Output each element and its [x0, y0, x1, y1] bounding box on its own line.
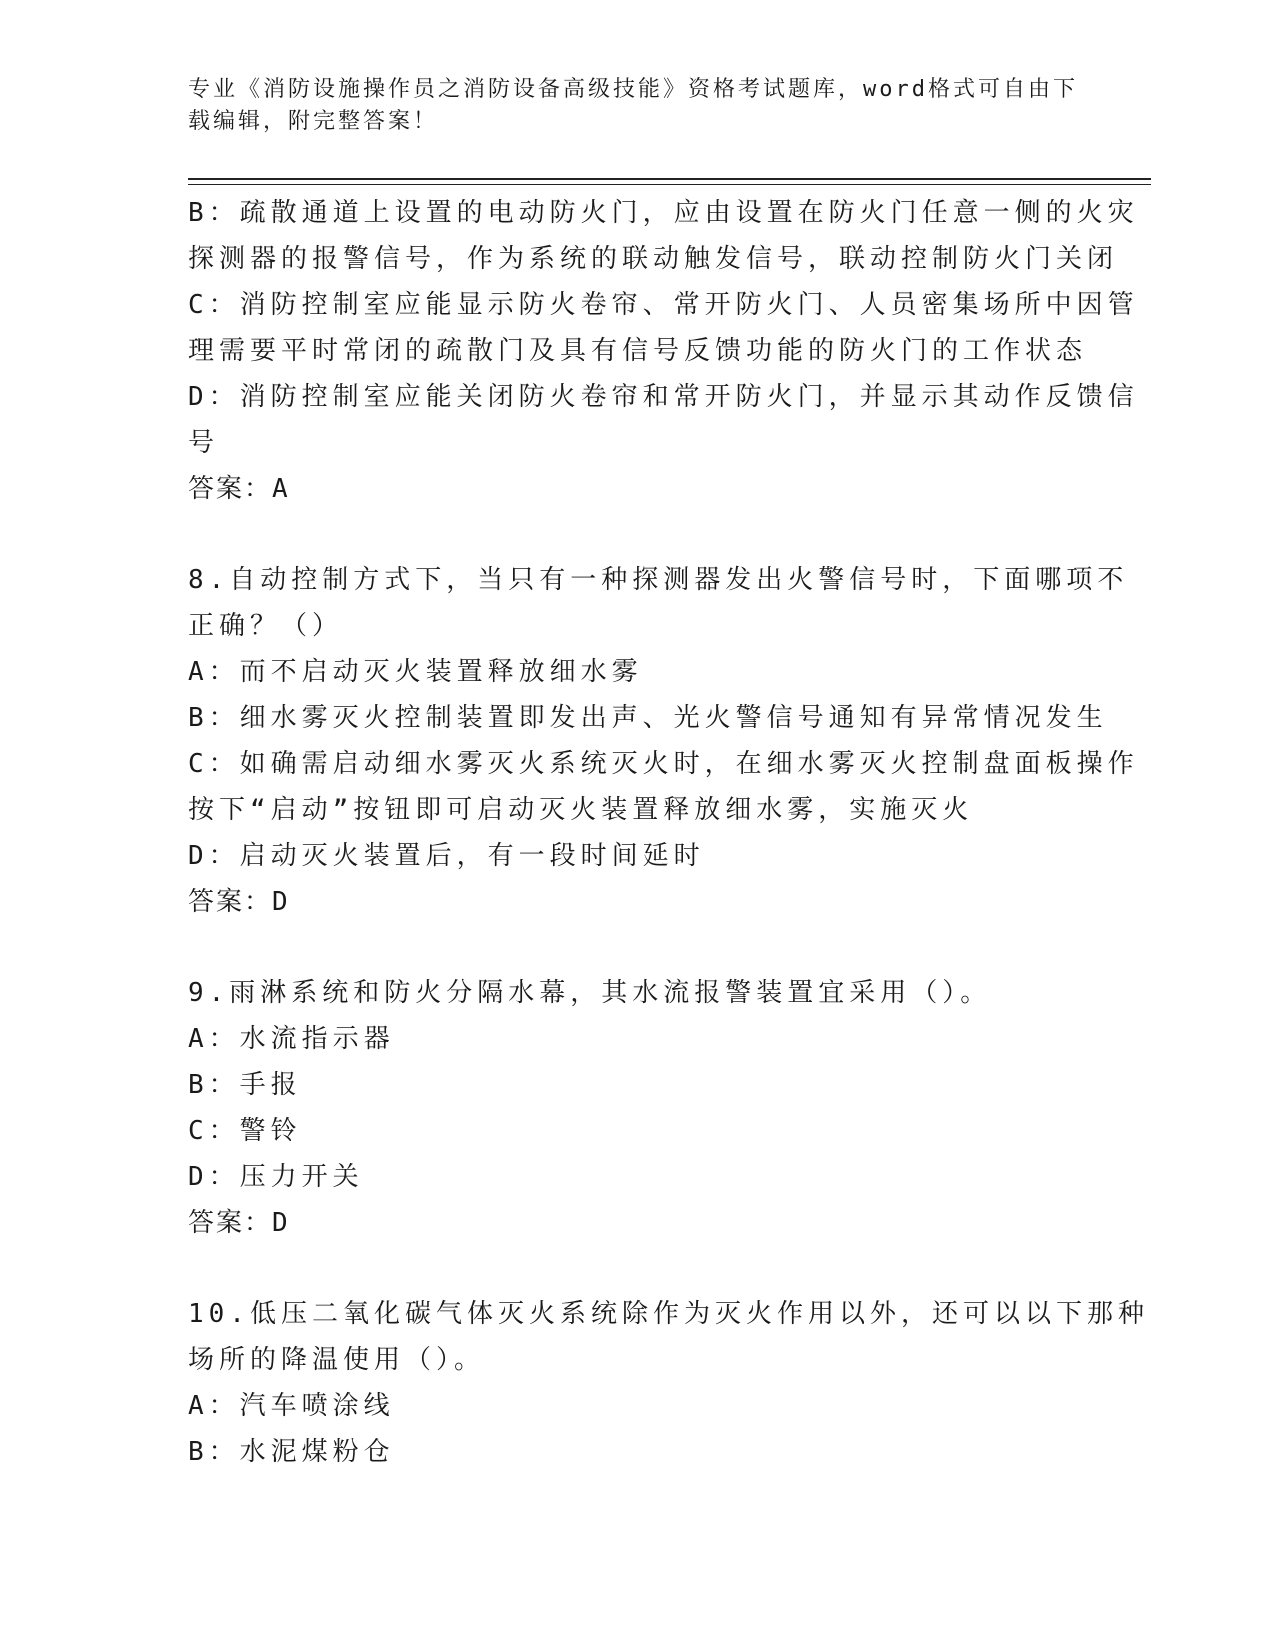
q7-option-b-line-2: 探测器的报警信号，作为系统的联动触发信号，联动控制防火门关闭	[188, 244, 1119, 274]
q7-option-d-line-1: D：消防控制室应能关闭防火卷帘和常开防火门，并显示其动作反馈信	[188, 382, 1139, 412]
header-rule-thin	[188, 184, 1151, 185]
q9-answer: 答案：D	[188, 1208, 290, 1238]
q9-option-c: C：警铃	[188, 1116, 302, 1146]
q10-option-b: B：水泥煤粉仓	[188, 1437, 395, 1467]
q8-option-c-line-1: C：如确需启动细水雾灭火系统灭火时，在细水雾灭火控制盘面板操作	[188, 749, 1139, 779]
header-rule-thick	[188, 178, 1151, 180]
question-9	[188, 970, 1088, 1246]
page-header	[188, 74, 1078, 138]
spacer	[188, 1246, 1088, 1291]
q8-stem-line-1: 8.自动控制方式下，当只有一种探测器发出火警信号时，下面哪项不	[188, 565, 1129, 595]
q7-option-c-line-1: C：消防控制室应能显示防火卷帘、常开防火门、人员密集场所中因管	[188, 290, 1139, 320]
q8-option-d: D：启动灭火装置后，有一段时间延时	[188, 841, 705, 871]
question-7	[188, 190, 1139, 512]
q9-stem: 9.雨淋系统和防火分隔水幕，其水流报警装置宜采用（）。	[188, 978, 992, 1008]
spacer	[188, 512, 1088, 557]
question-content	[188, 190, 1149, 1475]
q8-stem-line-2: 正确？（）	[188, 611, 344, 641]
q8-option-b: B：细水雾灭火控制装置即发出声、光火警信号通知有异常情况发生	[188, 703, 1108, 733]
q10-option-a: A：汽车喷涂线	[188, 1391, 395, 1421]
spacer	[188, 925, 1088, 970]
q10-stem-line-1: 10.低压二氧化碳气体灭火系统除作为灭火作用以外，还可以以下那种	[188, 1299, 1149, 1329]
question-8	[188, 557, 1139, 925]
q9-option-a: A：水流指示器	[188, 1024, 395, 1054]
header-line-1: 专业《消防设施操作员之消防设备高级技能》资格考试题库，word格式可自由下	[188, 77, 1078, 102]
q8-option-c-line-2: 按下“启动”按钮即可启动灭火装置释放细水雾，实施灭火	[188, 795, 974, 825]
header-line-2: 载编辑，附完整答案！	[188, 109, 439, 134]
q7-option-d-line-2: 号	[188, 428, 220, 458]
q7-option-b-line-1: B：疏散通道上设置的电动防火门，应由设置在防火门任意一侧的火灾	[188, 198, 1139, 228]
q7-answer: 答案：A	[188, 474, 290, 504]
question-10	[188, 1291, 1149, 1475]
q9-option-b: B：手报	[188, 1070, 302, 1100]
q10-stem-line-2: 场所的降温使用（）。	[188, 1345, 486, 1375]
q8-option-a: A：而不启动灭火装置释放细水雾	[188, 657, 643, 687]
q8-answer: 答案：D	[188, 887, 290, 917]
q7-option-c-line-2: 理需要平时常闭的疏散门及具有信号反馈功能的防火门的工作状态	[188, 336, 1088, 366]
q9-option-d: D：压力开关	[188, 1162, 364, 1192]
